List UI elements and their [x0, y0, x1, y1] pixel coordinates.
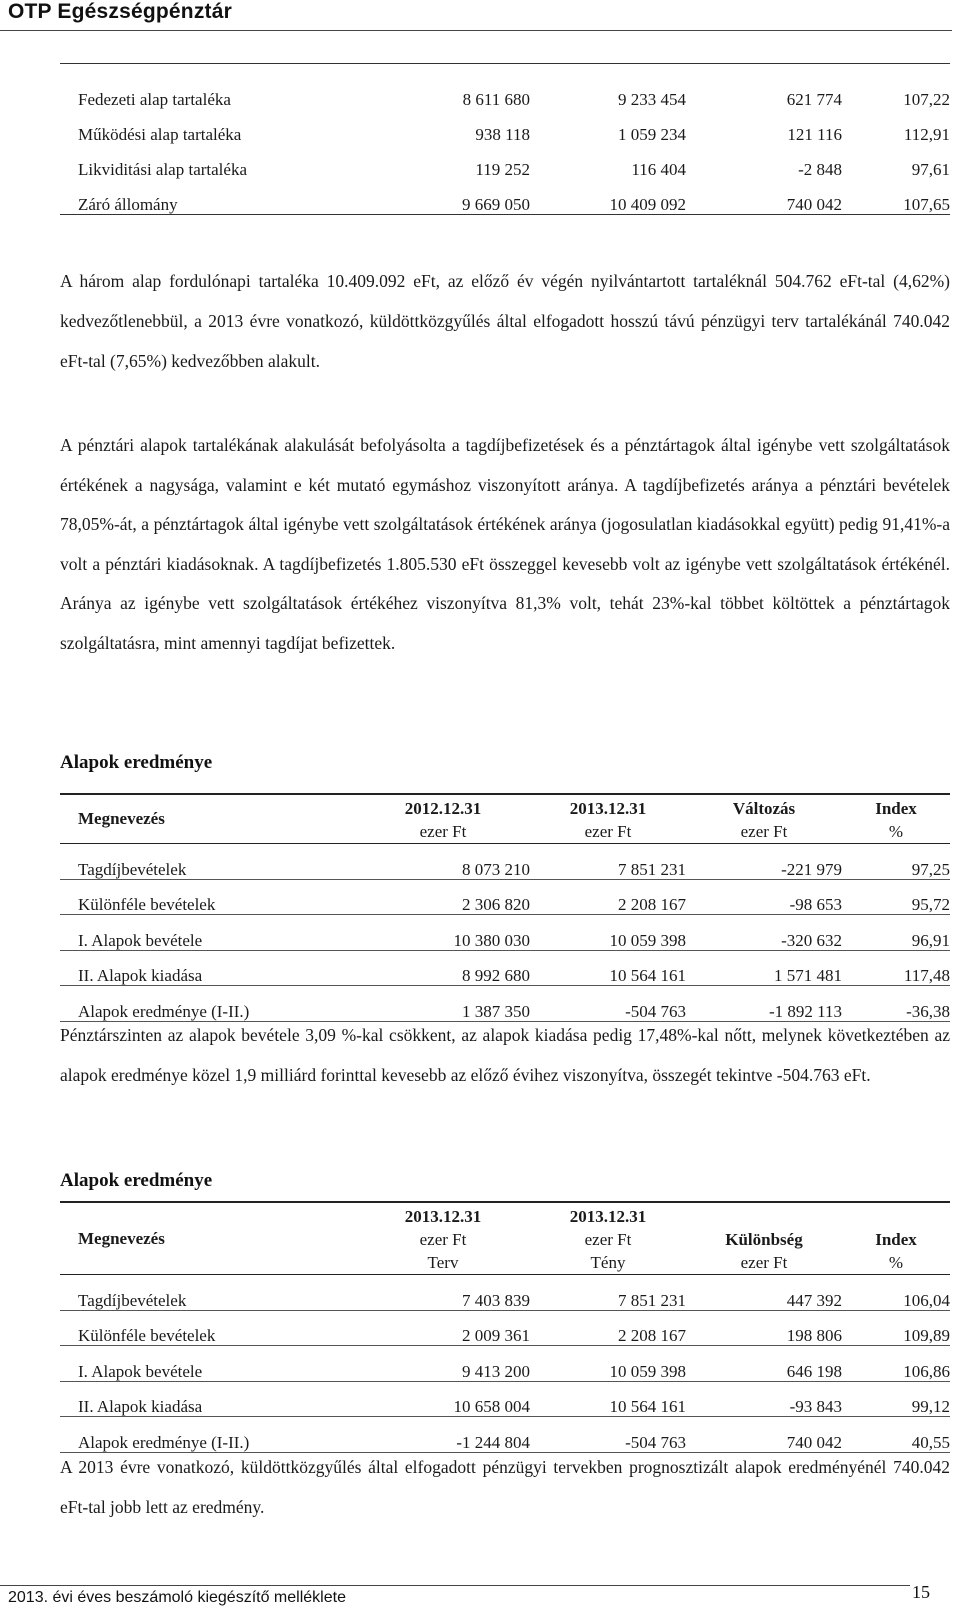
column-header-sublabel: Tény: [590, 1253, 626, 1272]
cell-value-3: 646 198: [686, 1346, 842, 1382]
cell-value-4: 117,48: [842, 950, 950, 986]
column-header-plan: [356, 1202, 530, 1275]
row-label: Működési alap tartaléka: [78, 125, 242, 144]
table-row: [60, 879, 950, 915]
column-header-actual: [530, 1202, 686, 1275]
column-header-label: Index: [875, 1230, 917, 1249]
cell-value-4: 109,89: [842, 1310, 950, 1346]
row-label: Alapok eredménye (I-II.): [60, 986, 356, 1022]
row-label: Különféle bevételek: [60, 879, 356, 915]
cell-value-4: 97,61: [911, 160, 950, 179]
page-number: 15: [912, 1582, 930, 1602]
cell-value-2: 10 564 161: [530, 950, 686, 986]
cell-value-3: 621 774: [786, 90, 842, 109]
reserves-table: [60, 63, 950, 215]
column-header-unit: ezer Ft: [419, 1230, 467, 1249]
cell-value-1: 938 118: [475, 125, 530, 144]
column-header-label: Változás: [732, 799, 796, 818]
cell-value-3: -93 843: [686, 1381, 842, 1417]
row-label: Tagdíjbevételek: [60, 844, 356, 880]
cell-value-3: -2 848: [798, 160, 842, 179]
cell-value-1: 7 403 839: [356, 1275, 530, 1311]
cell-value-3: -320 632: [686, 915, 842, 951]
table-row: [60, 144, 950, 179]
cell-value-4: 106,04: [842, 1275, 950, 1311]
table-bottom-rule: [60, 214, 950, 215]
column-header-unit: %: [888, 822, 904, 841]
column-header-name: Megnevezés: [60, 794, 356, 844]
fund-results-plan-table: [60, 1201, 950, 1453]
column-header-label: 2013.12.31: [569, 799, 647, 818]
table-row: [60, 1381, 950, 1417]
cell-value-1: 8 073 210: [356, 844, 530, 880]
cell-value-3: 121 116: [787, 125, 842, 144]
fund-results-table: [60, 793, 950, 1022]
table-row: [60, 915, 950, 951]
column-header-index: [842, 794, 950, 844]
row-label: I. Alapok bevétele: [60, 915, 356, 951]
row-label: Különféle bevételek: [60, 1310, 356, 1346]
table-row: [60, 1275, 950, 1311]
column-header-change: [686, 794, 842, 844]
cell-value-2: 10 059 398: [530, 1346, 686, 1382]
table-row: [60, 74, 950, 109]
section-title-fund-results-plan: Alapok eredménye: [60, 1170, 213, 1191]
header-divider: [0, 30, 952, 31]
row-label: II. Alapok kiadása: [60, 950, 356, 986]
column-header-label: Különbség: [725, 1230, 803, 1249]
row-label: Fedezeti alap tartaléka: [78, 90, 231, 109]
table-row: [60, 109, 950, 144]
cell-value-2: 10 059 398: [530, 915, 686, 951]
cell-value-2: -504 763: [530, 986, 686, 1022]
cell-value-1: 2 306 820: [356, 879, 530, 915]
cell-value-4: 107,22: [903, 90, 950, 109]
table-row: [60, 950, 950, 986]
column-header-index: [842, 1202, 950, 1275]
paragraph-plan-comparison: A 2013 évre vonatkozó, küldöttközgyűlés által elfogadott pénzügyi tervekben prognosztizált alapok eredményénél 740.042 eFt-tal jobb lett az eredmény.: [60, 1457, 950, 1517]
row-label: I. Alapok bevétele: [60, 1346, 356, 1382]
cell-value-2: 2 208 167: [530, 1310, 686, 1346]
cell-value-2: 1 059 234: [618, 125, 686, 144]
cell-value-3: -221 979: [686, 844, 842, 880]
row-label: II. Alapok kiadása: [60, 1381, 356, 1417]
table-row: [60, 1310, 950, 1346]
column-header-label: 2013.12.31: [569, 1207, 647, 1226]
column-header-label: 2012.12.31: [404, 799, 482, 818]
cell-value-2: -504 763: [530, 1417, 686, 1453]
footer-caption: 2013. évi éves beszámoló kiegészítő melléklete: [8, 1589, 346, 1606]
column-header-unit: ezer Ft: [584, 822, 632, 841]
cell-value-3: 740 042: [786, 195, 842, 214]
cell-value-2: 10 409 092: [609, 195, 686, 214]
column-header-unit: %: [888, 1253, 904, 1272]
row-label: Tagdíjbevételek: [60, 1275, 356, 1311]
cell-value-4: -36,38: [842, 986, 950, 1022]
cell-value-1: 9 413 200: [356, 1346, 530, 1382]
cell-value-1: 8 992 680: [356, 950, 530, 986]
cell-value-1: 10 380 030: [356, 915, 530, 951]
column-header-label: 2013.12.31: [404, 1207, 482, 1226]
cell-value-2: 7 851 231: [530, 1275, 686, 1311]
column-header-difference: [686, 1202, 842, 1275]
row-label: Likviditási alap tartaléka: [78, 160, 247, 179]
cell-value-4: 107,65: [903, 195, 950, 214]
cell-value-1: 2 009 361: [356, 1310, 530, 1346]
table-row: [60, 179, 950, 214]
cell-value-2: 9 233 454: [618, 90, 686, 109]
table-header-row: [60, 1202, 950, 1275]
table-header-row: [60, 794, 950, 844]
column-header-2012: [356, 794, 530, 844]
column-header-unit: ezer Ft: [584, 1230, 632, 1249]
column-header-sublabel: Terv: [427, 1253, 459, 1272]
column-header-unit: ezer Ft: [740, 822, 788, 841]
section-title-fund-results: Alapok eredménye: [60, 752, 213, 773]
cell-value-2: 7 851 231: [530, 844, 686, 880]
cell-value-1: 8 611 680: [462, 90, 530, 109]
page-header-title: OTP Egészségpénztár: [8, 0, 232, 23]
paragraph-fund-reserves-analysis: A pénztári alapok tartalékának alakulását befolyásolta a tagdíjbefizetések és a pénztártagok által igénybe vett szolgáltatások értékének a nagysága, valamint e két mutató egymáshoz viszonyított aránya. A tagdíjbefizetés aránya a pénztári bevételek 78,05%-át, a pénztártagok által igénybe vett szolgáltatások értékének aránya (jogosulatlan kiadásokkal együtt) pedig 91,41%-a volt a pénztári kiadásoknak. A tagdíjbefizetés 1.805.530 eFt összeggel kevesebb volt az igénybe vett szolgáltatások értékénél. Aránya az igénybe vett szolgáltatások értékéhez viszonyítva 81,3% volt, tehát 23%-kal többet költöttek a pénztártagok szolgáltatásra, mint amennyi tagdíjat befizettek.: [60, 435, 950, 653]
cell-value-2: 116 404: [631, 160, 686, 179]
footer-divider: [0, 1585, 910, 1586]
cell-value-2: 2 208 167: [530, 879, 686, 915]
column-header-2013: [530, 794, 686, 844]
cell-value-3: 740 042: [686, 1417, 842, 1453]
cell-value-1: 1 387 350: [356, 986, 530, 1022]
table-row: [60, 1346, 950, 1382]
cell-value-3: -98 653: [686, 879, 842, 915]
row-label: Alapok eredménye (I-II.): [60, 1417, 356, 1453]
column-header-label: Index: [875, 799, 917, 818]
cell-value-4: 40,55: [842, 1417, 950, 1453]
column-header-name: Megnevezés: [60, 1202, 356, 1275]
paragraph-reserves-summary: A három alap fordulónapi tartaléka 10.409.092 eFt, az előző év végén nyilvántartott tartaléknál 504.762 eFt-tal (4,62%) kedvezőtlenebbül, a 2013 évre vonatkozó, küldöttközgyűlés által elfogadott hosszú távú pénzügyi terv tartalékánál 740.042 eFt-tal (7,65%) kedvezőbben alakult.: [60, 271, 950, 371]
cell-value-4: 97,25: [842, 844, 950, 880]
cell-value-1: -1 244 804: [356, 1417, 530, 1453]
table-row: [60, 844, 950, 880]
cell-value-4: 99,12: [842, 1381, 950, 1417]
cell-value-3: -1 892 113: [686, 986, 842, 1022]
cell-value-4: 112,91: [903, 125, 950, 144]
cell-value-1: 119 252: [475, 160, 530, 179]
cell-value-4: 95,72: [842, 879, 950, 915]
cell-value-4: 106,86: [842, 1346, 950, 1382]
cell-value-3: 1 571 481: [686, 950, 842, 986]
column-header-unit: ezer Ft: [740, 1253, 788, 1272]
cell-value-3: 447 392: [686, 1275, 842, 1311]
cell-value-2: 10 564 161: [530, 1381, 686, 1417]
column-header-unit: ezer Ft: [419, 822, 467, 841]
cell-value-1: 10 658 004: [356, 1381, 530, 1417]
cell-value-3: 198 806: [686, 1310, 842, 1346]
paragraph-fund-results-summary: Pénztárszinten az alapok bevétele 3,09 %-kal csökkent, az alapok kiadása pedig 17,48%-kal nőtt, melynek következtében az alapok eredménye közel 1,9 milliárd forinttal kevesebb az előző évihez viszonyítva, összegét tekintve -504.763 eFt.: [60, 1025, 950, 1085]
cell-value-1: 9 669 050: [462, 195, 530, 214]
cell-value-4: 96,91: [842, 915, 950, 951]
row-label: Záró állomány: [78, 195, 178, 214]
